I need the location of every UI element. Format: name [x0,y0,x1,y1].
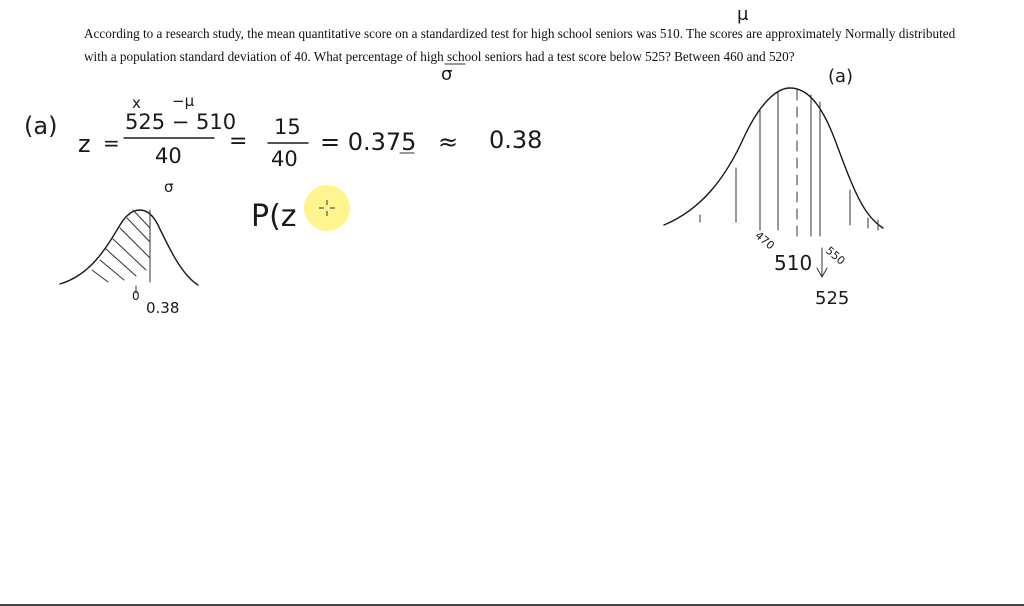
problem-statement: According to a research study, the mean quantitative score on a standardized test for high school seniors was 510. The scores are approximately Normally distributed with a population standard deviation of 40. What percentage of high school seniors had a test score below 525? Between 460 and 520? [84,26,956,64]
part-a-label: (a) [24,112,58,140]
equals-sign-1: = [103,131,120,155]
approx-sign: ≈ [438,128,459,156]
part-a-label-right: (a) [828,66,854,87]
decimal-value: = 0.375 [320,128,417,156]
pointer-highlight [304,185,350,231]
x-label: x [132,94,141,112]
fraction2-denominator: 40 [271,147,298,171]
tick-label-470: 470 [752,228,777,253]
equals-sign-2: = [229,129,248,154]
fraction-denominator: 40 [155,144,182,168]
small-curve-zero-label: 0 [132,289,140,303]
z-variable: z [78,130,91,158]
mu-annotation: μ [737,4,749,25]
rounded-z: 0.38 [489,126,543,154]
fraction2-numerator: 15 [274,115,301,139]
large-normal-curve [664,88,883,277]
probability-expression: P(z [251,199,297,234]
shading-hatches [92,210,150,282]
small-curve-z-label: 0.38 [146,299,180,317]
center-label-510: 510 [774,251,813,275]
sigma-label: σ [164,178,174,196]
sigma-annotation: σ [441,64,453,85]
small-normal-curve [60,210,198,293]
minus-mu-label: −μ [172,92,195,110]
tick-label-550: 550 [823,244,848,268]
value-label-525: 525 [815,288,850,309]
fraction-numerator: 525 − 510 [125,110,237,134]
